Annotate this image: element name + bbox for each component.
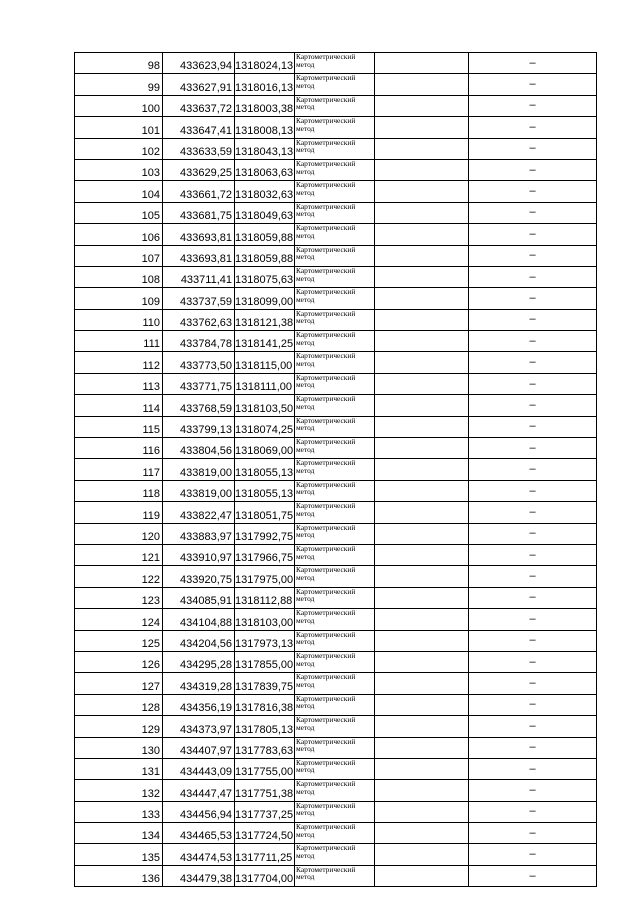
- point-number-cell: 129: [75, 716, 163, 737]
- point-number-cell: 118: [75, 480, 163, 501]
- method-cell: Картометрический метод: [295, 309, 375, 330]
- x-coordinate-cell: 433637,72: [163, 95, 235, 116]
- x-coordinate-cell: 433819,00: [163, 480, 235, 501]
- blank-cell: [375, 523, 469, 544]
- point-number-cell: 106: [75, 224, 163, 245]
- point-number-cell: 131: [75, 758, 163, 779]
- y-coordinate-cell: 1318024,13: [235, 53, 295, 74]
- x-coordinate-cell: 433771,75: [163, 373, 235, 394]
- blank-cell: [375, 245, 469, 266]
- x-coordinate-cell: 433784,78: [163, 331, 235, 352]
- table-row: [75, 523, 597, 544]
- method-cell: Картометрический метод: [295, 523, 375, 544]
- point-number-cell: 136: [75, 865, 163, 886]
- table-row: [75, 737, 597, 758]
- method-cell: Картометрический метод: [295, 737, 375, 758]
- dash-cell: –: [469, 523, 597, 544]
- dash-cell: –: [469, 138, 597, 159]
- point-number-cell: 101: [75, 117, 163, 138]
- method-cell: Картометрический метод: [295, 694, 375, 715]
- table-row: [75, 758, 597, 779]
- table-row: [75, 780, 597, 801]
- blank-cell: [375, 95, 469, 116]
- method-cell: Картометрический метод: [295, 95, 375, 116]
- blank-cell: [375, 566, 469, 587]
- x-coordinate-cell: 434085,91: [163, 587, 235, 608]
- dash-cell: –: [469, 117, 597, 138]
- x-coordinate-cell: 433883,97: [163, 523, 235, 544]
- table-row: [75, 95, 597, 116]
- y-coordinate-cell: 1318069,00: [235, 438, 295, 459]
- table-row: [75, 480, 597, 501]
- method-cell: Картометрический метод: [295, 352, 375, 373]
- blank-cell: [375, 865, 469, 886]
- dash-cell: –: [469, 801, 597, 822]
- y-coordinate-cell: 1317724,50: [235, 823, 295, 844]
- blank-cell: [375, 544, 469, 565]
- x-coordinate-cell: 433799,13: [163, 416, 235, 437]
- x-coordinate-cell: 433693,81: [163, 224, 235, 245]
- x-coordinate-cell: 433633,59: [163, 138, 235, 159]
- table-row: [75, 74, 597, 95]
- point-number-cell: 109: [75, 288, 163, 309]
- blank-cell: [375, 758, 469, 779]
- table-row: [75, 288, 597, 309]
- dash-cell: –: [469, 587, 597, 608]
- dash-cell: –: [469, 266, 597, 287]
- blank-cell: [375, 416, 469, 437]
- point-number-cell: 103: [75, 159, 163, 180]
- x-coordinate-cell: 433920,75: [163, 566, 235, 587]
- method-cell: Картометрический метод: [295, 480, 375, 501]
- method-cell: Картометрический метод: [295, 266, 375, 287]
- dash-cell: –: [469, 716, 597, 737]
- y-coordinate-cell: 1318059,88: [235, 245, 295, 266]
- method-cell: Картометрический метод: [295, 74, 375, 95]
- x-coordinate-cell: 434104,88: [163, 609, 235, 630]
- blank-cell: [375, 159, 469, 180]
- table-row: [75, 801, 597, 822]
- table-row: [75, 566, 597, 587]
- table-row: [75, 224, 597, 245]
- blank-cell: [375, 716, 469, 737]
- method-cell: Картометрический метод: [295, 587, 375, 608]
- table-row: [75, 630, 597, 651]
- method-cell: Картометрический метод: [295, 159, 375, 180]
- dash-cell: –: [469, 480, 597, 501]
- x-coordinate-cell: 433804,56: [163, 438, 235, 459]
- blank-cell: [375, 459, 469, 480]
- y-coordinate-cell: 1318115,00: [235, 352, 295, 373]
- y-coordinate-cell: 1317966,75: [235, 544, 295, 565]
- blank-cell: [375, 138, 469, 159]
- point-number-cell: 114: [75, 395, 163, 416]
- blank-cell: [375, 202, 469, 223]
- y-coordinate-cell: 1318103,00: [235, 609, 295, 630]
- method-cell: Картометрический метод: [295, 651, 375, 672]
- point-number-cell: 100: [75, 95, 163, 116]
- point-number-cell: 112: [75, 352, 163, 373]
- table-row: [75, 331, 597, 352]
- table-row: [75, 823, 597, 844]
- table-row: [75, 202, 597, 223]
- dash-cell: –: [469, 566, 597, 587]
- dash-cell: –: [469, 438, 597, 459]
- x-coordinate-cell: 433661,72: [163, 181, 235, 202]
- method-cell: Картометрический метод: [295, 630, 375, 651]
- dash-cell: –: [469, 181, 597, 202]
- table-row: [75, 865, 597, 886]
- method-cell: Картометрический метод: [295, 53, 375, 74]
- x-coordinate-cell: 433623,94: [163, 53, 235, 74]
- x-coordinate-cell: 433768,59: [163, 395, 235, 416]
- point-number-cell: 99: [75, 74, 163, 95]
- point-number-cell: 128: [75, 694, 163, 715]
- y-coordinate-cell: 1317704,00: [235, 865, 295, 886]
- point-number-cell: 119: [75, 502, 163, 523]
- dash-cell: –: [469, 651, 597, 672]
- x-coordinate-cell: 433681,75: [163, 202, 235, 223]
- dash-cell: –: [469, 95, 597, 116]
- x-coordinate-cell: 433822,47: [163, 502, 235, 523]
- dash-cell: –: [469, 823, 597, 844]
- dash-cell: –: [469, 844, 597, 865]
- y-coordinate-cell: 1318063,63: [235, 159, 295, 180]
- dash-cell: –: [469, 630, 597, 651]
- method-cell: Картометрический метод: [295, 502, 375, 523]
- point-number-cell: 111: [75, 331, 163, 352]
- dash-cell: –: [469, 224, 597, 245]
- method-cell: Картометрический метод: [295, 544, 375, 565]
- point-number-cell: 132: [75, 780, 163, 801]
- y-coordinate-cell: 1318141,25: [235, 331, 295, 352]
- blank-cell: [375, 53, 469, 74]
- y-coordinate-cell: 1317973,13: [235, 630, 295, 651]
- method-cell: Картометрический метод: [295, 801, 375, 822]
- point-number-cell: 110: [75, 309, 163, 330]
- x-coordinate-cell: 433762,63: [163, 309, 235, 330]
- y-coordinate-cell: 1317975,00: [235, 566, 295, 587]
- blank-cell: [375, 117, 469, 138]
- method-cell: Картометрический метод: [295, 844, 375, 865]
- dash-cell: –: [469, 737, 597, 758]
- table-row: [75, 117, 597, 138]
- table-row: [75, 373, 597, 394]
- dash-cell: –: [469, 202, 597, 223]
- dash-cell: –: [469, 331, 597, 352]
- table-row: [75, 459, 597, 480]
- point-number-cell: 135: [75, 844, 163, 865]
- method-cell: Картометрический метод: [295, 245, 375, 266]
- y-coordinate-cell: 1318055,13: [235, 459, 295, 480]
- y-coordinate-cell: 1318008,13: [235, 117, 295, 138]
- table-row: [75, 159, 597, 180]
- y-coordinate-cell: 1318074,25: [235, 416, 295, 437]
- x-coordinate-cell: 433773,50: [163, 352, 235, 373]
- point-number-cell: 102: [75, 138, 163, 159]
- method-cell: Картометрический метод: [295, 459, 375, 480]
- y-coordinate-cell: 1318111,00: [235, 373, 295, 394]
- x-coordinate-cell: 434474,53: [163, 844, 235, 865]
- dash-cell: –: [469, 416, 597, 437]
- table-row: [75, 716, 597, 737]
- y-coordinate-cell: 1317737,25: [235, 801, 295, 822]
- method-cell: Картометрический метод: [295, 138, 375, 159]
- blank-cell: [375, 609, 469, 630]
- y-coordinate-cell: 1318121,38: [235, 309, 295, 330]
- x-coordinate-cell: 434204,56: [163, 630, 235, 651]
- blank-cell: [375, 801, 469, 822]
- method-cell: Картометрический метод: [295, 224, 375, 245]
- point-number-cell: 126: [75, 651, 163, 672]
- table-row: [75, 352, 597, 373]
- x-coordinate-cell: 434465,53: [163, 823, 235, 844]
- point-number-cell: 116: [75, 438, 163, 459]
- point-number-cell: 121: [75, 544, 163, 565]
- point-number-cell: 113: [75, 373, 163, 394]
- point-number-cell: 104: [75, 181, 163, 202]
- dash-cell: –: [469, 395, 597, 416]
- point-number-cell: 133: [75, 801, 163, 822]
- blank-cell: [375, 844, 469, 865]
- x-coordinate-cell: 434407,97: [163, 737, 235, 758]
- dash-cell: –: [469, 352, 597, 373]
- dash-cell: –: [469, 53, 597, 74]
- blank-cell: [375, 438, 469, 459]
- x-coordinate-cell: 433910,97: [163, 544, 235, 565]
- table-row: [75, 694, 597, 715]
- y-coordinate-cell: 1317839,75: [235, 673, 295, 694]
- table-row: [75, 844, 597, 865]
- table-row: [75, 53, 597, 74]
- y-coordinate-cell: 1318016,13: [235, 74, 295, 95]
- table-row: [75, 395, 597, 416]
- blank-cell: [375, 737, 469, 758]
- y-coordinate-cell: 1318112,88: [235, 587, 295, 608]
- blank-cell: [375, 331, 469, 352]
- method-cell: Картометрический метод: [295, 331, 375, 352]
- blank-cell: [375, 395, 469, 416]
- x-coordinate-cell: 433647,41: [163, 117, 235, 138]
- method-cell: Картометрический метод: [295, 609, 375, 630]
- x-coordinate-cell: 434456,94: [163, 801, 235, 822]
- y-coordinate-cell: 1318099,00: [235, 288, 295, 309]
- blank-cell: [375, 288, 469, 309]
- blank-cell: [375, 373, 469, 394]
- point-number-cell: 124: [75, 609, 163, 630]
- dash-cell: –: [469, 758, 597, 779]
- table-row: [75, 587, 597, 608]
- dash-cell: –: [469, 544, 597, 565]
- method-cell: Картометрический метод: [295, 288, 375, 309]
- x-coordinate-cell: 434373,97: [163, 716, 235, 737]
- coordinates-table-body: [75, 53, 597, 887]
- blank-cell: [375, 651, 469, 672]
- y-coordinate-cell: 1317755,00: [235, 758, 295, 779]
- x-coordinate-cell: 433693,81: [163, 245, 235, 266]
- point-number-cell: 125: [75, 630, 163, 651]
- y-coordinate-cell: 1318049,63: [235, 202, 295, 223]
- method-cell: Картометрический метод: [295, 373, 375, 394]
- method-cell: Картометрический метод: [295, 117, 375, 138]
- x-coordinate-cell: 433819,00: [163, 459, 235, 480]
- blank-cell: [375, 587, 469, 608]
- table-row: [75, 416, 597, 437]
- blank-cell: [375, 352, 469, 373]
- table-row: [75, 309, 597, 330]
- blank-cell: [375, 780, 469, 801]
- y-coordinate-cell: 1317816,38: [235, 694, 295, 715]
- blank-cell: [375, 224, 469, 245]
- y-coordinate-cell: 1317855,00: [235, 651, 295, 672]
- table-row: [75, 266, 597, 287]
- table-row: [75, 544, 597, 565]
- blank-cell: [375, 309, 469, 330]
- blank-cell: [375, 181, 469, 202]
- dash-cell: –: [469, 694, 597, 715]
- method-cell: Картометрический метод: [295, 758, 375, 779]
- table-row: [75, 609, 597, 630]
- point-number-cell: 115: [75, 416, 163, 437]
- x-coordinate-cell: 434447,47: [163, 780, 235, 801]
- point-number-cell: 127: [75, 673, 163, 694]
- x-coordinate-cell: 434319,28: [163, 673, 235, 694]
- blank-cell: [375, 74, 469, 95]
- y-coordinate-cell: 1317711,25: [235, 844, 295, 865]
- blank-cell: [375, 502, 469, 523]
- dash-cell: –: [469, 865, 597, 886]
- dash-cell: –: [469, 502, 597, 523]
- x-coordinate-cell: 433629,25: [163, 159, 235, 180]
- dash-cell: –: [469, 309, 597, 330]
- point-number-cell: 120: [75, 523, 163, 544]
- blank-cell: [375, 694, 469, 715]
- point-number-cell: 98: [75, 53, 163, 74]
- dash-cell: –: [469, 373, 597, 394]
- point-number-cell: 117: [75, 459, 163, 480]
- y-coordinate-cell: 1318051,75: [235, 502, 295, 523]
- blank-cell: [375, 480, 469, 501]
- point-number-cell: 134: [75, 823, 163, 844]
- dash-cell: –: [469, 780, 597, 801]
- y-coordinate-cell: 1318043,13: [235, 138, 295, 159]
- dash-cell: –: [469, 159, 597, 180]
- blank-cell: [375, 673, 469, 694]
- dash-cell: –: [469, 609, 597, 630]
- x-coordinate-cell: 434479,38: [163, 865, 235, 886]
- y-coordinate-cell: 1318032,63: [235, 181, 295, 202]
- dash-cell: –: [469, 74, 597, 95]
- coordinates-table: [74, 52, 597, 887]
- dash-cell: –: [469, 459, 597, 480]
- table-row: [75, 245, 597, 266]
- point-number-cell: 108: [75, 266, 163, 287]
- table-row: [75, 651, 597, 672]
- method-cell: Картометрический метод: [295, 673, 375, 694]
- y-coordinate-cell: 1318103,50: [235, 395, 295, 416]
- point-number-cell: 107: [75, 245, 163, 266]
- y-coordinate-cell: 1318075,63: [235, 266, 295, 287]
- dash-cell: –: [469, 288, 597, 309]
- x-coordinate-cell: 433737,59: [163, 288, 235, 309]
- method-cell: Картометрический метод: [295, 566, 375, 587]
- x-coordinate-cell: 434295,28: [163, 651, 235, 672]
- x-coordinate-cell: 434356,19: [163, 694, 235, 715]
- blank-cell: [375, 630, 469, 651]
- point-number-cell: 122: [75, 566, 163, 587]
- x-coordinate-cell: 433627,91: [163, 74, 235, 95]
- table-row: [75, 502, 597, 523]
- table-row: [75, 181, 597, 202]
- y-coordinate-cell: 1318003,38: [235, 95, 295, 116]
- method-cell: Картометрический метод: [295, 438, 375, 459]
- y-coordinate-cell: 1317783,63: [235, 737, 295, 758]
- y-coordinate-cell: 1318055,13: [235, 480, 295, 501]
- method-cell: Картометрический метод: [295, 181, 375, 202]
- method-cell: Картометрический метод: [295, 823, 375, 844]
- dash-cell: –: [469, 245, 597, 266]
- point-number-cell: 123: [75, 587, 163, 608]
- method-cell: Картометрический метод: [295, 716, 375, 737]
- point-number-cell: 105: [75, 202, 163, 223]
- y-coordinate-cell: 1317805,13: [235, 716, 295, 737]
- blank-cell: [375, 823, 469, 844]
- blank-cell: [375, 266, 469, 287]
- method-cell: Картометрический метод: [295, 395, 375, 416]
- x-coordinate-cell: 434443,09: [163, 758, 235, 779]
- dash-cell: –: [469, 673, 597, 694]
- table-row: [75, 138, 597, 159]
- method-cell: Картометрический метод: [295, 202, 375, 223]
- y-coordinate-cell: 1317992,75: [235, 523, 295, 544]
- y-coordinate-cell: 1318059,88: [235, 224, 295, 245]
- table-row: [75, 673, 597, 694]
- y-coordinate-cell: 1317751,38: [235, 780, 295, 801]
- point-number-cell: 130: [75, 737, 163, 758]
- table-row: [75, 438, 597, 459]
- method-cell: Картометрический метод: [295, 416, 375, 437]
- method-cell: Картометрический метод: [295, 865, 375, 886]
- x-coordinate-cell: 433711,41: [163, 266, 235, 287]
- method-cell: Картометрический метод: [295, 780, 375, 801]
